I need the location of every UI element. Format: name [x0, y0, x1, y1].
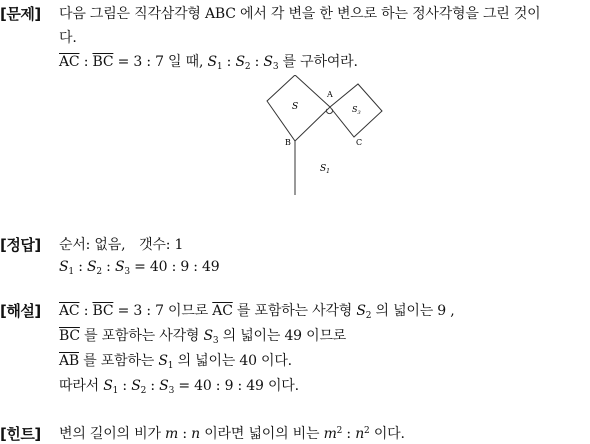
label-s1: $S_1$ — [320, 164, 330, 175]
answer-tag: [정답] — [0, 236, 41, 254]
label-s: S — [292, 102, 299, 112]
explanation-line-2: $\overline{BC}$ 를 포함하는 사각형 $S_3$ 의 넓이는 49 이므로 — [59, 328, 347, 346]
label-a: A — [327, 90, 333, 99]
answer-line-1: 순서: 없음, 갯수: 1 — [59, 237, 184, 253]
squares-figure — [250, 75, 400, 200]
problem-line-1: 다음 그림은 직각삼각형 ABC 에서 각 변을 한 변으로 하는 정사각형을 그린 것이 — [59, 6, 541, 22]
answer-line-2: $S_1$ : $S_2$ : $S_3 = 40$ : 9 : 49 — [59, 259, 220, 277]
explanation-line-4: 따라서 $S_1$ : $S_2$ : $S_3 = 40$ : 9 : 49 이다. — [59, 378, 299, 396]
label-b: B — [285, 138, 291, 147]
label-c: C — [356, 138, 363, 147]
hint-line: 변의 길이의 비가 m : n 이라면 넓이의 비는 $m^2$ : $n^2$ 이다. — [59, 426, 405, 442]
explanation-line-1: $\overline{AC}$ : $\overline{BC} = 3$ : 7 이므로 $\overline{AC}$ 를 포함하는 사각형 $S_2$ 의 넓이는 9 , — [59, 303, 455, 321]
segment-bc: $\overline{BC}$ — [92, 54, 114, 70]
problem-line-2: 다. — [59, 30, 77, 46]
explanation-tag: [해설] — [0, 302, 41, 320]
square-s2 — [267, 75, 330, 141]
hint-tag: [힌트] — [0, 425, 41, 443]
label-s3: $S_3$ — [352, 105, 361, 116]
problem-tag: [문제] — [0, 5, 41, 23]
segment-ac: $\overline{AC}$ — [59, 54, 80, 70]
explanation-line-3: $\overline{AB}$ 를 포함하는 $S_1$ 의 넓이는 40 이다. — [59, 353, 292, 371]
problem-line-3: $\overline{AC}$ : $\overline{BC} = 3$ : 7 일 때, $S_1$ : $S_2$ : $S_3$ 를 구하여라. — [59, 54, 358, 72]
